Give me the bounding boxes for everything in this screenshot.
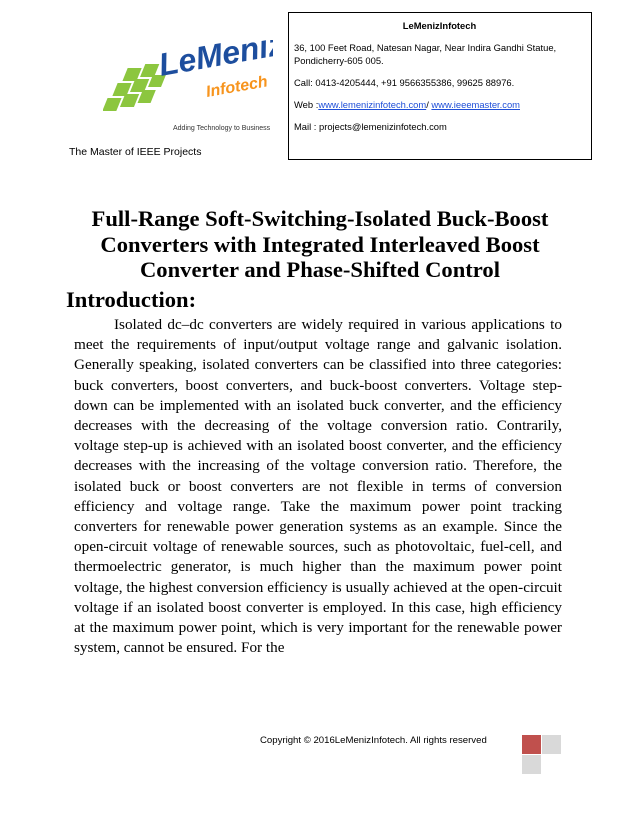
logo-slogan: Adding Technology to Business: [173, 125, 271, 132]
logo-brand-sub: Infotech: [204, 73, 269, 101]
web-link-ieeemaster[interactable]: www.ieeemaster.com: [431, 99, 520, 110]
footer-accent-square-red: [522, 735, 541, 754]
body-paragraph: Isolated dc–dc converters are widely required in various applications to meet the requirements of input/output voltage range and galvanic isolation. Generally speaking, isolated converters can be classified into three categories: buck converters, boost converters, and buck-boost converters. Voltage step-down can be implemented with an isolated buck converter, and the efficiency decreases with the decreasing of the voltage conversion ratio. Contrarily, voltage step-up is achieved with an isolated boost converter, and the efficiency decreases with the increasing of the voltage conversion ratio. Therefore, the isolated buck or boost converters are not flexible in terms of conversion efficiency and voltage range. Take the maximum power point tracking converters for renewable power generation systems as an example. Since the open-circuit voltage of renewable sources, such as photovoltaic, fuel-cell, and thermoelectric generator, is much higher than the maximum power point voltage, the highest conversion efficiency is usually achieved at the open-circuit voltage if an isolated boost converter is employed. In this case, high efficiency at the maximum power point, which is very important for the renewable power system, cannot be ensured. For the: [74, 316, 562, 657]
footer-accent-square-gray-lower: [522, 755, 541, 774]
document-title: Full-Range Soft-Switching-Isolated Buck-Boost Converters with Integrated Interleaved Boost Converter and Phase-Shifted Control: [91, 206, 549, 282]
contact-mail: Mail : projects@lemenizinfotech.com: [294, 121, 447, 132]
web-link-lemeniz[interactable]: www.lemenizinfotech.com: [318, 99, 427, 110]
footer-copyright: Copyright © 2016LeMenizInfotech. All rights reserved: [260, 735, 487, 746]
logo-graphic: [103, 40, 273, 132]
contact-web-separator: /: [426, 99, 432, 110]
lemeniz-logo: [103, 40, 273, 132]
contact-call: Call: 0413-4205444, +91 9566355386, 99625 88976.: [294, 77, 515, 88]
contact-box: [288, 12, 592, 160]
footer-accent-square-gray: [542, 735, 561, 754]
contact-web-label: Web :: [294, 99, 319, 110]
contact-company: LeMenizInfotech: [402, 20, 477, 31]
contact-address: 36, 100 Feet Road, Natesan Nagar, Near Indira Gandhi Statue, Pondicherry-605 005.: [294, 42, 557, 66]
section-heading: Introduction:: [66, 287, 197, 312]
logo-brand-main: LeMeniz: [155, 40, 273, 83]
header-tagline: The Master of IEEE Projects: [69, 146, 202, 158]
contact-web: [294, 98, 585, 111]
